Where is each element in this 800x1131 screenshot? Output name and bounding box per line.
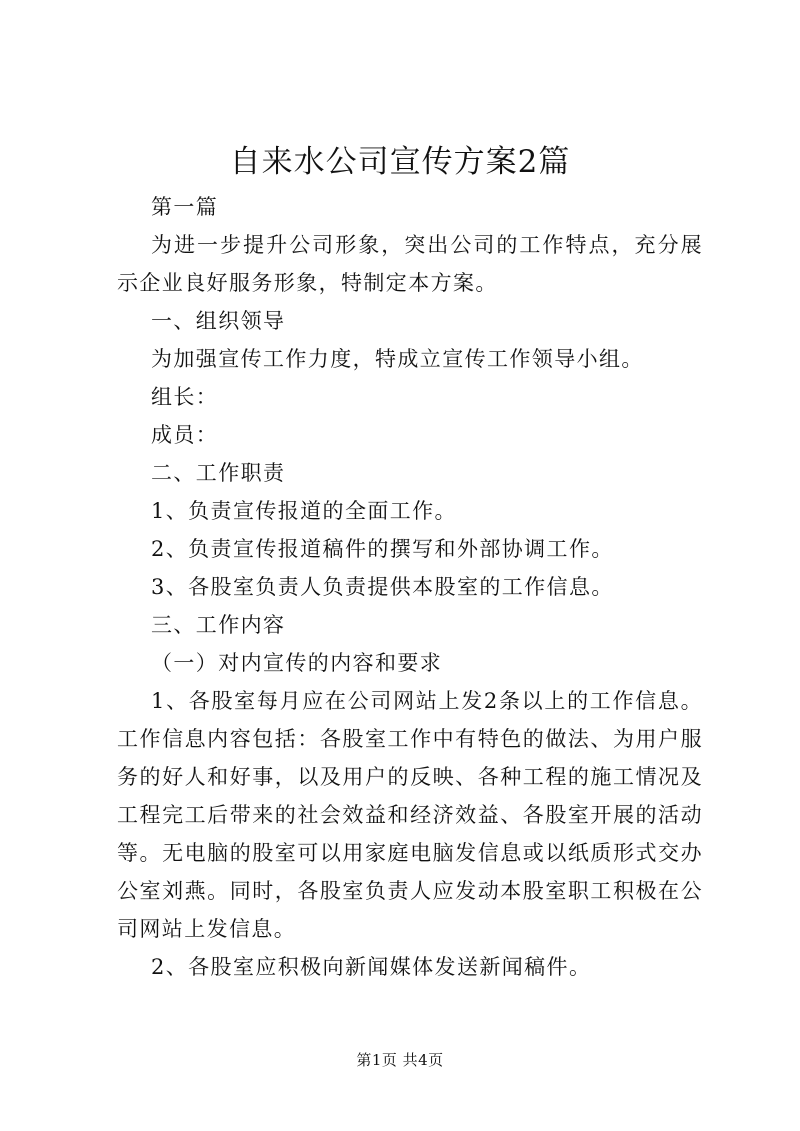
subsection-heading-internal: （一）对内宣传的内容和要求	[151, 651, 443, 675]
document-title: 自来水公司宣传方案2篇	[229, 144, 571, 180]
group-members-line: 成员：	[151, 423, 219, 447]
section-heading-content: 三、工作内容	[151, 613, 286, 637]
section-heading-responsibilities: 二、工作职责	[151, 461, 286, 485]
content-item: 2、各股室应积极向新闻媒体发送新闻稿件。	[151, 955, 592, 979]
content-item: 1、各股室每月应在公司网站上发2条以上的工作信息。工作信息内容包括：各股室工作中有特色的做法、为用户服务的好人和好事，以及用户的反映、各种工程的施工情况及工程完工后带来的社会效益和经济效益、各股室开展的活动等。无电脑的股室可以用家庭电脑发信息或以纸质形式交办公室刘燕。同时，各股室负责人应发动本股室职工积极在公司网站上发信息。	[117, 689, 703, 941]
intro-paragraph: 为进一步提升公司形象，突出公司的工作特点，充分展示企业良好服务形象，特制定本方案。	[117, 233, 703, 295]
organization-paragraph: 为加强宣传工作力度，特成立宣传工作领导小组。	[151, 347, 644, 371]
section-heading-part-one: 第一篇	[151, 195, 219, 219]
responsibility-item: 2、负责宣传报道稿件的撰写和外部协调工作。	[151, 537, 614, 561]
document-body	[117, 188, 703, 986]
responsibility-item: 1、负责宣传报道的全面工作。	[151, 499, 457, 523]
section-heading-organization: 一、组织领导	[151, 309, 286, 333]
responsibility-item: 3、各股室负责人负责提供本股室的工作信息。	[151, 575, 614, 599]
page-footer: 第1页 共4页	[356, 1051, 444, 1069]
group-leader-line: 组长：	[151, 385, 219, 409]
